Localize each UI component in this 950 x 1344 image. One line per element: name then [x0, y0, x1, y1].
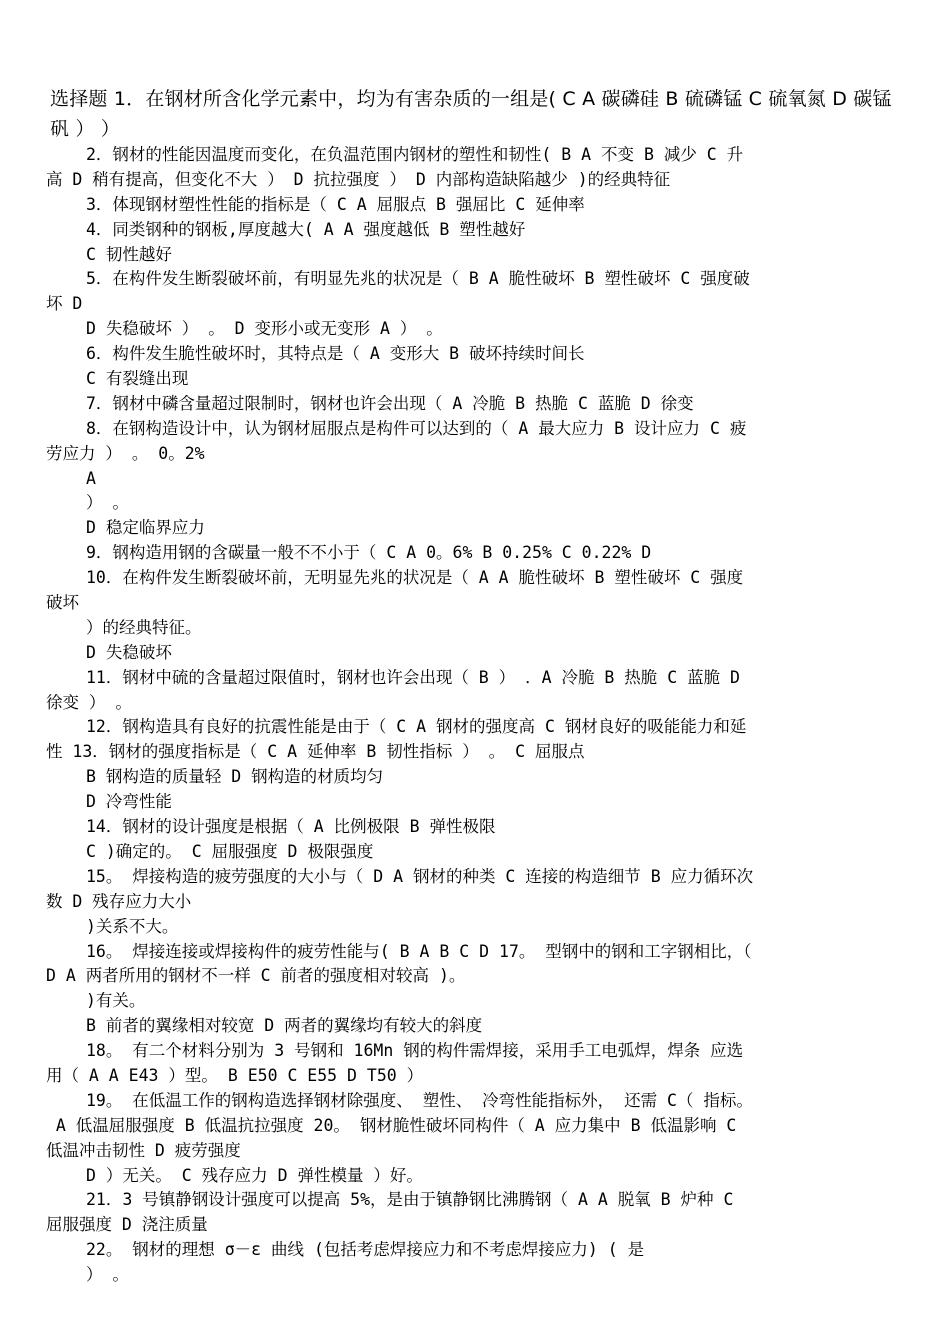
question-heading: 选择题 1．在钢材所含化学元素中，均为有害杂质的一组是( C A 碳磷硅 B 硫磷锰 C 硫氧氮 D 碳锰矾 ） ）	[50, 88, 892, 140]
text-line: 用（ A A E43 ）型。 B E50 C E55 D T50 ）	[46, 1065, 424, 1085]
text-line: C )确定的。 C 屈服强度 D 极限强度	[86, 841, 374, 861]
text-line: 4．同类钢种的钢板,厚度越大( A A 强度越低 B 塑性越好	[86, 219, 526, 239]
text-line: 屈服强度 D 浇注质量	[46, 1215, 208, 1235]
text-line: 22。 钢材的理想 σ－ε 曲线 (包括考虑焊接应力和不考虑焊接应力) ( 是	[86, 1240, 645, 1260]
text-line: 高 D 稍有提高，但变化不大 ） D 抗拉强度 ） D 内部构造缺陷越少 )的经典特征	[46, 169, 671, 189]
text-line: 坏 D	[46, 294, 83, 314]
text-line: D 冷弯性能	[86, 792, 172, 812]
text-line: )有关。	[86, 991, 146, 1011]
text-line: 5．在构件发生断裂破坏前，有明显先兆的状况是（ B A 脆性破坏 B 塑性破坏 C 强度破	[86, 269, 750, 289]
text-line: 3．体现钢材塑性性能的指标是（ C A 屈服点 B 强屈比 C 延伸率	[86, 194, 585, 214]
text-line: 性 13．钢材的强度指标是（ C A 延伸率 B 韧性指标 ） 。 C 屈服点	[46, 742, 585, 762]
text-line: 14．钢材的设计强度是根据（ A 比例极限 B 弹性极限	[86, 817, 496, 837]
text-line: ）的经典特征。	[86, 617, 202, 637]
text-line: 低温冲击韧性 D 疲劳强度	[46, 1140, 241, 1160]
text-line: 破坏	[46, 593, 79, 613]
text-line: 劳应力 ） 。 0。2%	[46, 443, 205, 463]
text-line: 18。 有二个材料分别为 3 号钢和 16Mn 钢的构件需焊接，采用手工电弧焊，焊条 应选	[86, 1041, 744, 1061]
text-line: D 失稳破坏	[86, 642, 172, 662]
text-line: 2．钢材的性能因温度而变化，在负温范围内钢材的塑性和韧性( B A 不变 B 减少 C 升	[86, 145, 744, 164]
text-line: 10．在构件发生断裂破坏前，无明显先兆的状况是（ A A 脆性破坏 B 塑性破坏 C 强度	[86, 568, 744, 588]
text-line: C 有裂缝出现	[86, 369, 189, 389]
text-line: 9．钢构造用钢的含碳量一般不不小于（ C A 0。6% B 0.25% C 0.22% D	[86, 543, 652, 563]
text-line: 12．钢构造具有良好的抗震性能是由于（ C A 钢材的强度高 C 钢材良好的吸能能力和延	[86, 717, 747, 737]
text-line: ） 。	[86, 1265, 129, 1285]
text-line: )关系不大。	[86, 916, 179, 936]
text-line: B 钢构造的质量轻 D 钢构造的材质均匀	[86, 767, 384, 787]
text-line: 7．钢材中磷含量超过限制时，钢材也许会出现（ A 冷脆 B 热脆 C 蓝脆 D 徐变	[86, 393, 694, 413]
text-line: 徐变 ） 。	[46, 692, 132, 712]
text-line: D 失稳破坏 ） 。 D 变形小或无变形 A ） 。	[86, 319, 443, 339]
text-line: B 前者的翼缘相对较宽 D 两者的翼缘均有较大的斜度	[86, 1016, 483, 1036]
text-line: 19。 在低温工作的钢构造选择钢材除强度、 塑性、 冷弯性能指标外， 还需 C（ 指标。	[86, 1090, 753, 1110]
text-line: 6．构件发生脆性破坏时，其特点是（ A 变形大 B 破坏持续时间长	[86, 344, 585, 364]
text-line: 8．在钢构造设计中，认为钢材屈服点是构件可以达到的（ A 最大应力 B 设计应力 C 疲	[86, 418, 747, 438]
text-line: A 低温屈服强度 B 低温抗拉强度 20。 钢材脆性破坏同构件（ A 应力集中 B 低温影响 C	[46, 1115, 737, 1135]
text-line: D 稳定临界应力	[86, 518, 205, 538]
text-line: 11．钢材中硫的含量超过限值时，钢材也许会出现（ B ） ．A 冷脆 B 热脆 C 蓝脆 D	[86, 667, 740, 687]
text-line: D ）无关。 C 残存应力 D 弹性模量 ）好。	[86, 1165, 423, 1185]
text-line: ） 。	[86, 493, 129, 513]
question-body	[46, 143, 910, 1288]
text-line: 数 D 残存应力大小	[46, 891, 192, 911]
text-line: D A 两者所用的钢材不一样 C 前者的强度相对较高 )。	[46, 966, 466, 986]
text-line: 15。 焊接构造的疲劳强度的大小与（ D A 钢材的种类 C 连接的构造细节 B 应力循环次	[86, 866, 754, 886]
text-line: A	[86, 468, 96, 488]
text-line: 21．3 号镇静钢设计强度可以提高 5%，是由于镇静钢比沸腾钢（ A A 脱氧 B 炉种 C	[86, 1190, 734, 1210]
text-line: 16。 焊接连接或焊接构件的疲劳性能与( B A B C D 17。 型钢中的钢和工字钢相比，（	[86, 941, 752, 961]
text-line: C 韧性越好	[86, 244, 172, 264]
